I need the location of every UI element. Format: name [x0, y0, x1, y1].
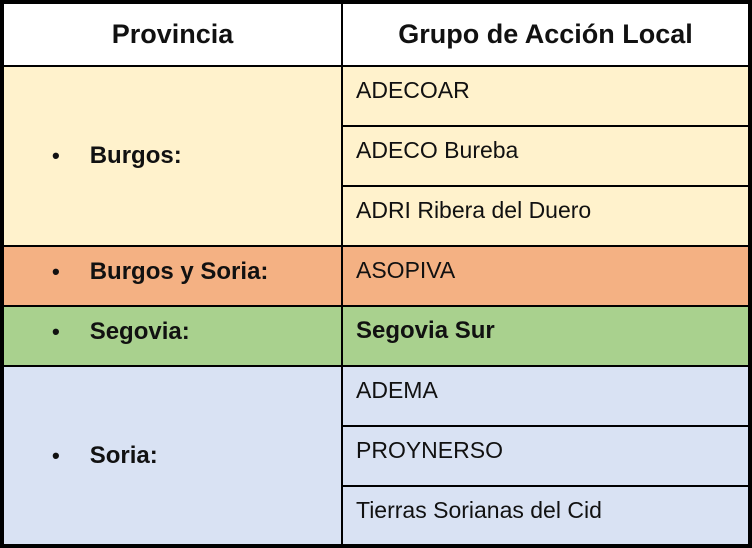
group-cell-adeco-bureba: ADECO Bureba: [342, 126, 750, 186]
group-cell-adema: ADEMA: [342, 366, 750, 426]
column-header-provincia: Provincia: [2, 2, 342, 66]
province-label: Burgos y Soria:: [89, 258, 269, 285]
province-cell-burgos: [2, 66, 342, 246]
group-cell-asopiva: ASOPIVA: [342, 246, 750, 306]
bullet-icon: •: [52, 259, 60, 284]
bullet-icon: •: [52, 143, 60, 168]
bullet-icon: •: [52, 442, 60, 468]
bullet-icon: •: [52, 319, 60, 344]
group-cell-adri-ribera-del-duero: ADRI Ribera del Duero: [342, 186, 750, 246]
province-cell-soria: [2, 366, 342, 546]
group-cell-segovia-sur: Segovia Sur: [342, 306, 750, 366]
table-row: [2, 66, 750, 126]
province-label: Segovia:: [89, 318, 190, 345]
table-row: [2, 306, 750, 366]
header-row: [2, 2, 750, 66]
province-cell-segovia: [2, 306, 342, 366]
table-row: [2, 366, 750, 426]
group-cell-adecoar: ADECOAR: [342, 66, 750, 126]
province-label: Burgos:: [89, 142, 182, 169]
group-cell-tierras-sorianas-del-cid: Tierras Sorianas del Cid: [342, 486, 750, 546]
province-label: Soria:: [89, 441, 158, 469]
group-cell-proynerso: PROYNERSO: [342, 426, 750, 486]
table-row: [2, 246, 750, 306]
column-header-grupo-accion-local: Grupo de Acción Local: [342, 2, 750, 66]
province-cell-burgos-y-soria: [2, 246, 342, 306]
